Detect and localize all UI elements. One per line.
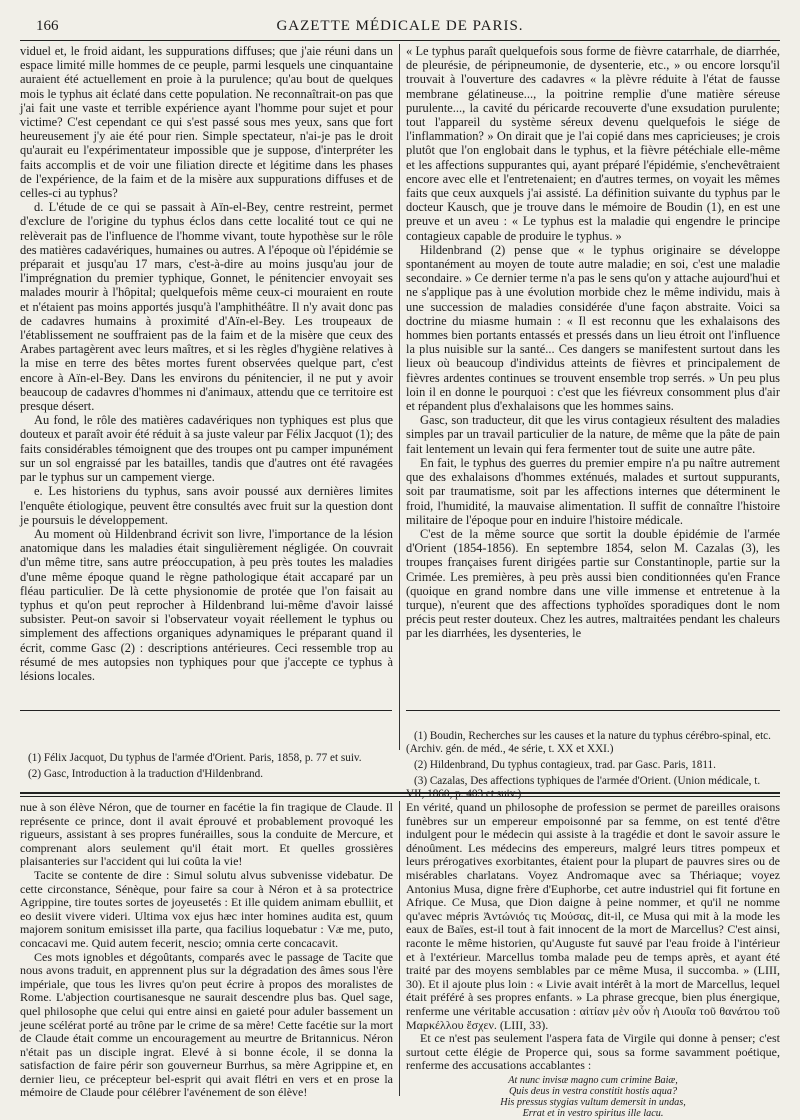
paragraph: Et ce n'est pas seulement l'aspera fata de Virgile qui donne à penser; c'est surtout cette élégie de Properce qui, sous sa forme savamment poétique, renferme des accusations accablantes : (406, 1031, 780, 1073)
paragraph: En fait, le typhus des guerres du premier empire n'a pu naître autrement que des exhalaisons d'hommes exténués, malades et surtout suppurants, soit par traumatisme, soit par les affections internes que déterminent le froid, l'humidité, la mauvaise alimentation. Il suffit de connaître l'histoire militaire de l'époque pour en induire l'histoire médicale. (406, 455, 780, 527)
header-rule (20, 40, 780, 41)
paragraph: Gasc, son traducteur, dit que les virus contagieux résultent des maladies simples par un travail particulier de la nature, de même que la pâte de pain fait lentement un levain qui fera fermenter tout de suite une autre pâte. (406, 413, 780, 456)
paragraph: nue à son élève Néron, que de tourner en facétie la fin tragique de Claude. Il représente ce prince, dont il avait éprouvé et probablement provoqué les rigueurs, assistant à ses propres funérailles, sous la conduite de Mercure, et comprenant alors seulement qu'il était mort. Et quelles grossières plaisanteries sur l'accident qui lui coûta la vie! (20, 800, 393, 869)
paragraph: C'est de la même source que sortit la double épidémie de l'armée d'Orient (1854-1856). En septembre 1854, selon M. Cazalas (3), les troupes françaises furent dirigées partie sur Constantinople, partie sur la Crimée. Les premières, à peu près aussi bien conditionnées qu'en France (quoique en grand nombre dans une ville immense et entretenue à la turque), n'eurent que des affections typhoïdes sporadiques dont le nom précis peut rester douteux. Chez les autres, maltraitées pendant les chaleurs par les diarrhées, les dysenteries, le (406, 526, 780, 641)
footnote-rule-right (406, 710, 780, 711)
footnote-rule-left (20, 710, 392, 711)
top-right-column (406, 44, 780, 697)
feuilleton-rule-thin (20, 796, 780, 797)
top-left-column (20, 44, 393, 697)
column-divider (399, 44, 400, 750)
paragraph: e. Les historiens du typhus, sans avoir poussé aux dernières limites l'enquête étiologique, peuvent être consultés avec fruit sur la question dont je poursuis le développement. (20, 484, 393, 527)
feuilleton-rule (20, 792, 780, 794)
verse-quote (406, 1075, 780, 1120)
paragraph: Ces mots ignobles et dégoûtants, comparés avec le passage de Tacite que nous avons traduit, en apprennent plus sur la dégradation des âmes sous l'ère impériale, que tous les livres qu'on peut écrire à propos des moralistes de Rome. L'abjection courtisanesque ne saurait descendre plus bas. Quel sage, quel philosophe que celui qui entre ainsi en gaieté pour aduler bassement un jeune scélérat porté au trône par le crime de sa mère! Cette facétie sur la mort de Claude était comme un encouragement au meurtre de Britannicus. Néron n'était pas un disciple ingrat. Elevé à si bonne école, il se donna la satisfaction de faire périr son gouverneur Burrhus, sa mère Agrippine et, en dernier lieu, ce précepteur bel-esprit qui avait flétri en vers et en prose la mémoire de Claude pour célébrer l'avénement de son élève! (20, 949, 393, 1100)
footnote: (3) Cazalas, Des affections typhiques de l'armée d'Orient. (Union médicale, t. VII, 1860, p. 403 et suiv.) (406, 775, 761, 800)
verse-line: At nunc invisæ magno cum crimine Baiæ, (508, 1074, 678, 1086)
footnote: (2) Gasc, Introduction à la traduction d'Hildenbrand. (28, 768, 264, 780)
footnote: (1) Boudin, Recherches sur les causes et la nature du typhus cérébro-spinal, etc. (Archiv. gén. de méd., 4e série, t. XX et XXI.) (406, 730, 771, 755)
paragraph: viduel et, le froid aidant, les suppurations diffuses; que j'aie réuni dans un espace limité mille hommes de ce peuple, parmi lesquels une cinquantaine auraient été actuellement en proie à la purulence; qu'au bout de quelques mois le typhus ait éclaté dans cette population. Ne reconnaîtrait-on pas que j'ai fait une vaste et terrible expérience ayant l'homme pour sujet et pour victime? C'est cependant ce qui s'est passé sous mes yeux, sans que fort heureusement j'y aie été pour rien. Simple spectateur, n'ai-je pas le droit qu'aurait eu l'expérimentateur impossible que je suppose, d'interpréter les faits accomplis et de voir une filiation directe et légitime dans les phases de l'expérience, de la faim et de la misère aux suppurations diffuses et de celles-ci au typhus? (20, 44, 393, 201)
footnotes-left (20, 752, 393, 784)
footnote: (1) Félix Jacquot, Du typhus de l'armée d'Orient. Paris, 1858, p. 77 et suiv. (28, 752, 362, 764)
paragraph: En vérité, quand un philosophe de profession se permet de pareilles oraisons funèbres sur un empereur empoisonné par sa femme, on est tenté d'être indulgent pour le médecin qui assiste à la tragédie et dont le savoir assure le dénoûment. Les médecins des empereurs, malgré leurs titres pompeux et leurs prérogatives exorbitantes, étaient pour la plupart de pauvres sires ou de misérables charlatans. Voyez Andromaque avec sa Thériaque; voyez Antonius Musa, digne frère d'Euphorbe, cet autre industriel qui fit fortune en Afrique. Ce Musa, que Dion daigne à peine nommer, et qu'il ne nomme qu'avec mépris Ἀντώνιός τις Μούσας, dit-il, ce Musa qui mit à la mode les eaux de Baïes, est-il tout à fait innocent de la mort de Marcellus? C'est ainsi, raconte le même historien, qu'Auguste fut sauvé par l'eau froide à l'intérieur et à l'extérieur. Marcellus tomba malade peu de temps après, et ayant été traité par des moyens semblables par ce même Musa, il succomba. » (LIII, 30). Et il ajoute plus loin : « Livie avait intérêt à la mort de Marcellus, lequel était préféré à ses propres enfants. » La phrase grecque, bien plus énergique, renferme une véritable accusation : αἰτίαν μὲν οὖν ἡ Λιουΐα τοῦ θανάτου τοῦ Μαρκέλλου ἔσχεν. (LIII, 33). (406, 800, 780, 1032)
column-divider (399, 801, 400, 1096)
verse-line: Quis deus in vestra constitit hostis aqua? (508, 1086, 678, 1098)
bottom-right-column (406, 800, 780, 1120)
page-number: 166 (36, 18, 59, 34)
verse-line: His pressus stygias vultum demersit in undas, (500, 1097, 686, 1109)
paragraph: « Le typhus paraît quelquefois sous forme de fièvre catarrhale, de diarrhée, de pleurésie, de péripneumonie, de dysenterie, etc., » ou encore lorsqu'il trouvait à l'ouverture des cadavres « la plèvre réduite à l'état de fausse membrane gélatineuse..., la poitrine remplie d'une matière séreuse purulente..., la cavité du péricarde recouverte d'une exsudation purulente; tout l'appareil du système séreux devenu quelquefois le siége de l'inflammation? » On dirait que je l'ai copié dans mes capricieuses; je crois plutôt que l'on englobait dans le typhus, et la fièvre pétéchiale elle-même et les affections suppurantes qui, ayant préparé l'épidémie, s'enchevêtraient encore avec elle et l'entretenaient; en d'autres termes, on voyait les mêmes faits que ceux auxquels j'ai assisté. La définition suivante du typhus par le docteur Kausch, que je trouve dans le mémoire de Boudin (1), en est une preuve et un aveu : « Le typhus est la maladie qui engendre le principe contagieux capable de produire le typhus. » (406, 44, 780, 243)
paragraph: Hildenbrand (2) pense que « le typhus originaire se développe spontanément au moyen de toute autre maladie; en soi, c'est une maladie secondaire. » Ce dernier terme n'a pas le sens qu'on y attache aujourd'hui et ne s'applique pas à une évolution morbide chez le même individu, mais à une succession de maladies considérée d'une façon abstraite. Voici sa doctrine du miasme humain : « Il est reconnu que les exhalaisons des hommes bien portants entassés et pressés dans un lieu étroit ont l'influence la plus nuisible sur la santé... Ces dangers se manifestent surtout dans les lieux où beaucoup d'individus atteints de fièvres et principalement de fièvres ardentes continues se trouvent ensemble trop serrés. » Un peu plus loin il en donne le pourquoi : c'est que les fiévreux consomment plus d'air et répandent plus d'exhalaisons que les hommes sains. (406, 242, 780, 414)
verse-line: Errat et in vestro spiritus ille lacu. (522, 1108, 664, 1120)
footnote: (2) Hildenbrand, Du typhus contagieux, trad. par Gasc. Paris, 1811. (414, 759, 716, 771)
paragraph: Tacite se contente de dire : Simul solutu alvus subvenisse videbatur. De cette circonstance, Sénèque, pour faire sa cour à Néron et à sa protectrice Agrippine, tire toutes sortes de joyeusetés : Et ille quidem animam ebulliit, et eo desiit vivere videri. Ultima vox ejus hæc inter homines audita est, quum majorem sonitum emisisset illa parte, qua facilius loquebatur : Væ me, puto, concacavi me. Quid autem fecerit, nescio; omnia certe concacavit. (20, 867, 393, 950)
paragraph: Au fond, le rôle des matières cadavériques non typhiques est plus que douteux et paraît avoir été réduit à sa juste valeur par Félix Jacquot (1); des faits considérables témoignent que des troupes ont pu camper impunément sur un sol engraissé par les batailles, tandis que d'autres ont été ravagées par le typhus sur un campement vierge. (20, 413, 393, 485)
paragraph: Au moment où Hildenbrand écrivit son livre, l'importance de la lésion anatomique dans les maladies était singulièrement négligée. On couvrait d'un même titre, sans autre préoccupation, à peu près toutes les maladies d'une même époque quand le règne pathologique était accaparé par un fléau particulier. De là cette physionomie de protée que l'on faisait au typhus et qu'on peut reprocher à Hildenbrand lui-même d'avoir laissé subsister. Peut-on savoir si l'observateur voyait réellement le typhus ou simplement des affections organiques adynamiques le préparant quand il écrit, comme Gasc (2) : descriptions antérieures. Ceci ressemble trop au résumé de mes autopsies non typhiques pour que j'accepte ce typhus à lésions locales. (20, 526, 393, 683)
journal-title: GAZETTE MÉDICALE DE PARIS. (276, 18, 524, 34)
bottom-left-column (20, 800, 393, 1100)
page-header (20, 14, 780, 38)
paragraph: d. L'étude de ce qui se passait à Aïn-el-Bey, centre restreint, permet d'exclure de l'origine du typhus éclos dans cette localité tout ce qui ne relèverait pas de l'influence de l'homme vivant, toute hypothèse sur le rôle des matières cadavériques, humaines ou autres. A l'époque où l'épidémie se préparait et jusqu'au 17 mars, c'est-à-dire au moins jusqu'au jour de l'imprégnation du premier typhique, Gonnet, le pénitencier envoyait ses malades mourir à l'hôpital; quelquefois même ceux-ci mouraient en route et n'étaient pas moins apportés jusqu'à l'amphithéâtre. Il n'y avait donc pas de cadavres humains à proximité d'Aïn-el-Bey. Les troupeaux de l'établissement ne souffraient pas de la faim et de la misère que ceux des Arabes partagèrent avec leurs maîtres, et si les règles d'hygiène relatives à la mise en terre des bêtes mortes furent observées quelque part, c'est encore à Aïn-el-Bey. Dans les environs du pénitencier, il ne put y avoir beaucoup de cadavres d'hommes ni d'animaux, attendu que ce territoire est presque désert. (20, 200, 393, 414)
